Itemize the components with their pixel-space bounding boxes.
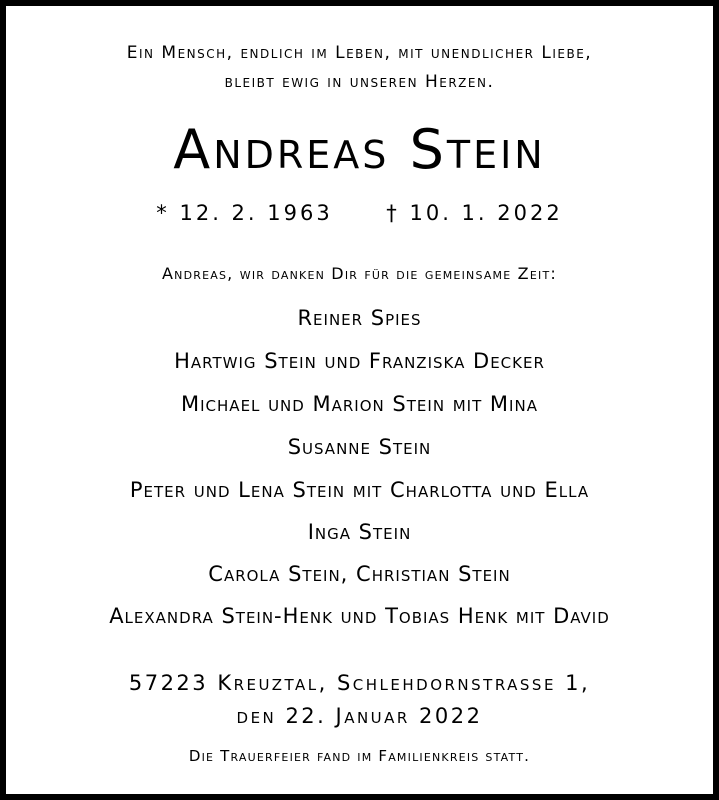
birth-date: * 12. 2. 1963	[156, 201, 333, 225]
mourner-line: Michael und Marion Stein mit Mina	[181, 392, 538, 416]
mourner-line: Susanne Stein	[287, 435, 432, 459]
life-dates	[6, 201, 713, 225]
thanks-line: Andreas, wir danken Dir für die gemeinsame Zeit:	[162, 264, 557, 283]
mourner-line: Reiner Spies	[297, 306, 422, 330]
address-line-2: den 22. Januar 2022	[236, 704, 483, 728]
intro-line-1: Ein Mensch, endlich im Leben, mit unendlicher Liebe,	[126, 43, 593, 63]
mourner-line: Peter und Lena Stein mit Charlotta und Ella	[129, 478, 590, 502]
mourner-line: Carola Stein, Christian Stein	[208, 562, 511, 586]
deceased-name: Andreas Stein	[173, 118, 546, 181]
funeral-note: Die Trauerfeier fand im Familienkreis statt.	[188, 747, 531, 765]
death-date: † 10. 1. 2022	[386, 201, 563, 225]
mourner-line: Hartwig Stein und Franziska Decker	[174, 349, 545, 373]
intro-line-2: bleibt ewig in unseren Herzen.	[224, 72, 495, 92]
mourner-line: Alexandra Stein-Henk und Tobias Henk mit David	[109, 604, 610, 628]
mourner-line: Inga Stein	[307, 520, 412, 544]
address-line-1: 57223 Kreuztal, Schlehdornstrasse 1,	[128, 671, 591, 695]
